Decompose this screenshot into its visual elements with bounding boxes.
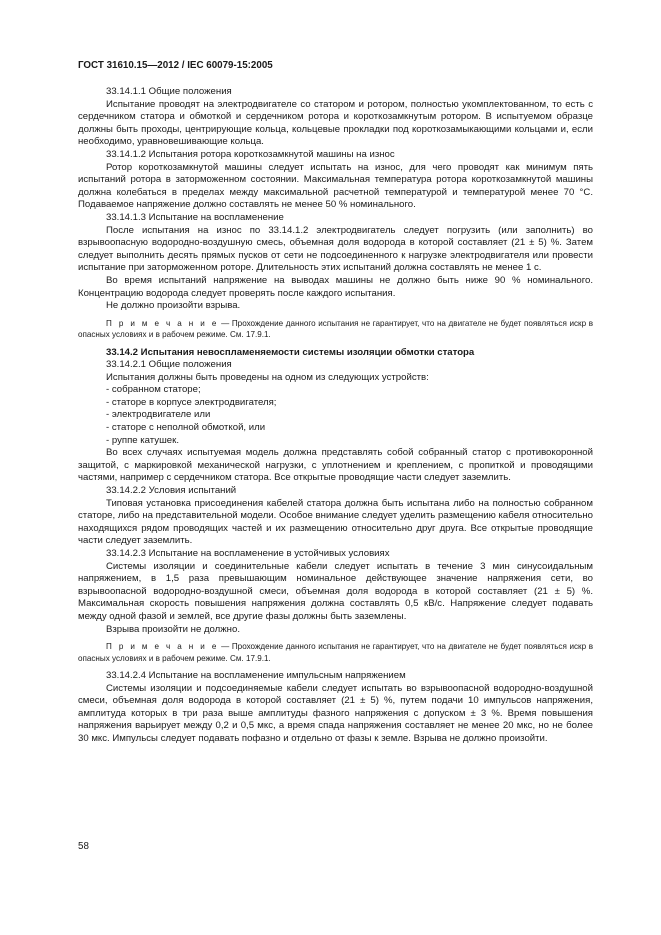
paragraph: Взрыва произойти не должно. bbox=[106, 623, 240, 635]
paragraph: Системы изоляции и соединительные кабели следует испытать в течение 3 мин синусоидальным напряжением, в 1,5 раза превышающим номинальное действующее значение напряжения сети, во взрывоопасной водородно-воздушной смеси, объемная доля водорода в которой составляет (21 ± 5) %. Максимальная скорость повышения напряжения должна составлять 0,5 кВ/с. Напряжение следует подавать между одной фазой и землей, все другие фазы должны быть заземлены. bbox=[78, 560, 593, 622]
paragraph: 33.14.2.1 Общие положения bbox=[106, 359, 232, 371]
paragraph: Во время испытаний напряжение на выводах машины не должно быть ниже 90 % номинального. Концентрацию водорода следует проверять после каждого испытания. bbox=[78, 274, 593, 299]
paragraph: 33.14.1.2 Испытания ротора короткозамкнутой машины на износ bbox=[106, 148, 395, 160]
paragraph: Испытание проводят на электродвигателе со статором и ротором, полностью укомплектованном, то есть с сердечником статора и обмоткой и сердечником ротора и короткозамкнутым ротором. В испытуемом образце должны быть проходы, центрирующие кольца, кольцевые прокладки под короткозамыкающими кольцами и, если необходимо, уравновешивающие кольца. bbox=[78, 98, 593, 148]
section-heading: 33.14.2 Испытания невоспламеняемости системы изоляции обмотки статора bbox=[106, 346, 475, 358]
list-item: - статоре в корпусе электродвигателя; bbox=[106, 396, 277, 408]
paragraph: Системы изоляции и подсоединяемые кабели следует испытать во взрывоопасной водородно-воздушной смеси, объемная доля водорода в которой составляет (21 ± 5) %, путем подачи 10 импульсов напряжения, амплитуда которых в три раза выше амплитуды фазного напряжения с допуском ± 3 %. Время повышения напряжения варьирует между 0,2 и 0,5 мкс, а время спада напряжения составляет не менее 20 мкс, но не более 30 мкс. Импульсы следует подавать пофазно и отдельно от фазы к земле. Взрыва не должно произойти. bbox=[78, 682, 593, 744]
paragraph: Типовая установка присоединения кабелей статора должна быть испытана либо на полностью собранном статоре, либо на представительной модели. Особое внимание следует уделить размещению кабеля относительно находящихся рядом проводящих частей и их размещению относительно друг друга. Все открытые проводящие части следует заземлить. bbox=[78, 497, 593, 547]
paragraph: Не должно произойти взрыва. bbox=[106, 300, 241, 312]
list-item: - электродвигателе или bbox=[106, 409, 211, 421]
paragraph: Испытания должны быть проведены на одном из следующих устройств: bbox=[106, 371, 429, 383]
note-text: — Прохождение данного испытания не гарантирует, что на двигателе не будет появляться искр в опасных условиях и в рабочем режиме. См. 17.9.1. bbox=[78, 642, 594, 663]
paragraph: Во всех случаях испытуемая модель должна представлять собой собранный статор с противокоронной защитой, с маркировкой механической нагрузки, с уплотнением и креплением, с пропиткой и проводящими частями, например с сердечником статора. Все открытые проводящие части следует заземлить. bbox=[78, 447, 593, 484]
note-prefix: П р и м е ч а н и е bbox=[106, 642, 219, 652]
note-text: — Прохождение данного испытания не гарантирует, что на двигателе не будет появляться искр в опасных условиях и в рабочем режиме. См. 17.9.1. bbox=[78, 318, 594, 340]
note-paragraph bbox=[78, 318, 593, 341]
paragraph: Ротор короткозамкнутой машины следует испытать на износ, для чего проводят как минимум пять испытаний ротора в заторможенном состоянии. Максимальная температура ротора короткозамкнутой машины должна колебаться в пределах между максимальной расчетной температурой и температурой менее 70 °С. Подаваемое напряжение должно составлять не менее 50 % номинального. bbox=[78, 161, 593, 211]
paragraph: После испытания на износ по 33.14.1.2 электродвигатель следует погрузить (или заполнить) во взрывоопасную водородно-воздушную смесь, объемная доля водорода в которой составляет (21 ± 5) %. Затем следует выполнить десять прямых пусков от сети не подсоединенного к нагрузке электродвигателя или провести испытание при заторможенном роторе. Длительность этих испытаний должна составлять не менее 1 с. bbox=[78, 224, 593, 274]
paragraph: 33.14.2.4 Испытание на воспламенение импульсным напряжением bbox=[106, 669, 406, 681]
paragraph: 33.14.1.1 Общие положения bbox=[106, 86, 232, 97]
note-prefix: П р и м е ч а н и е bbox=[106, 318, 219, 328]
note-paragraph bbox=[78, 641, 593, 664]
list-item: - статоре с неполной обмоткой, или bbox=[106, 422, 266, 434]
document-body bbox=[78, 86, 593, 746]
page-number: 58 bbox=[78, 841, 89, 852]
list-item: - собранном статоре; bbox=[106, 384, 201, 396]
paragraph: 33.14.1.3 Испытание на воспламенение bbox=[106, 211, 284, 223]
list-item: - руппе катушек. bbox=[106, 434, 180, 446]
paragraph: 33.14.2.2 Условия испытаний bbox=[106, 485, 237, 497]
paragraph: 33.14.2.3 Испытание на воспламенение в устойчивых условиях bbox=[106, 548, 390, 559]
document-header: ГОСТ 31610.15—2012 / IEC 60079-15:2005 bbox=[78, 60, 273, 71]
